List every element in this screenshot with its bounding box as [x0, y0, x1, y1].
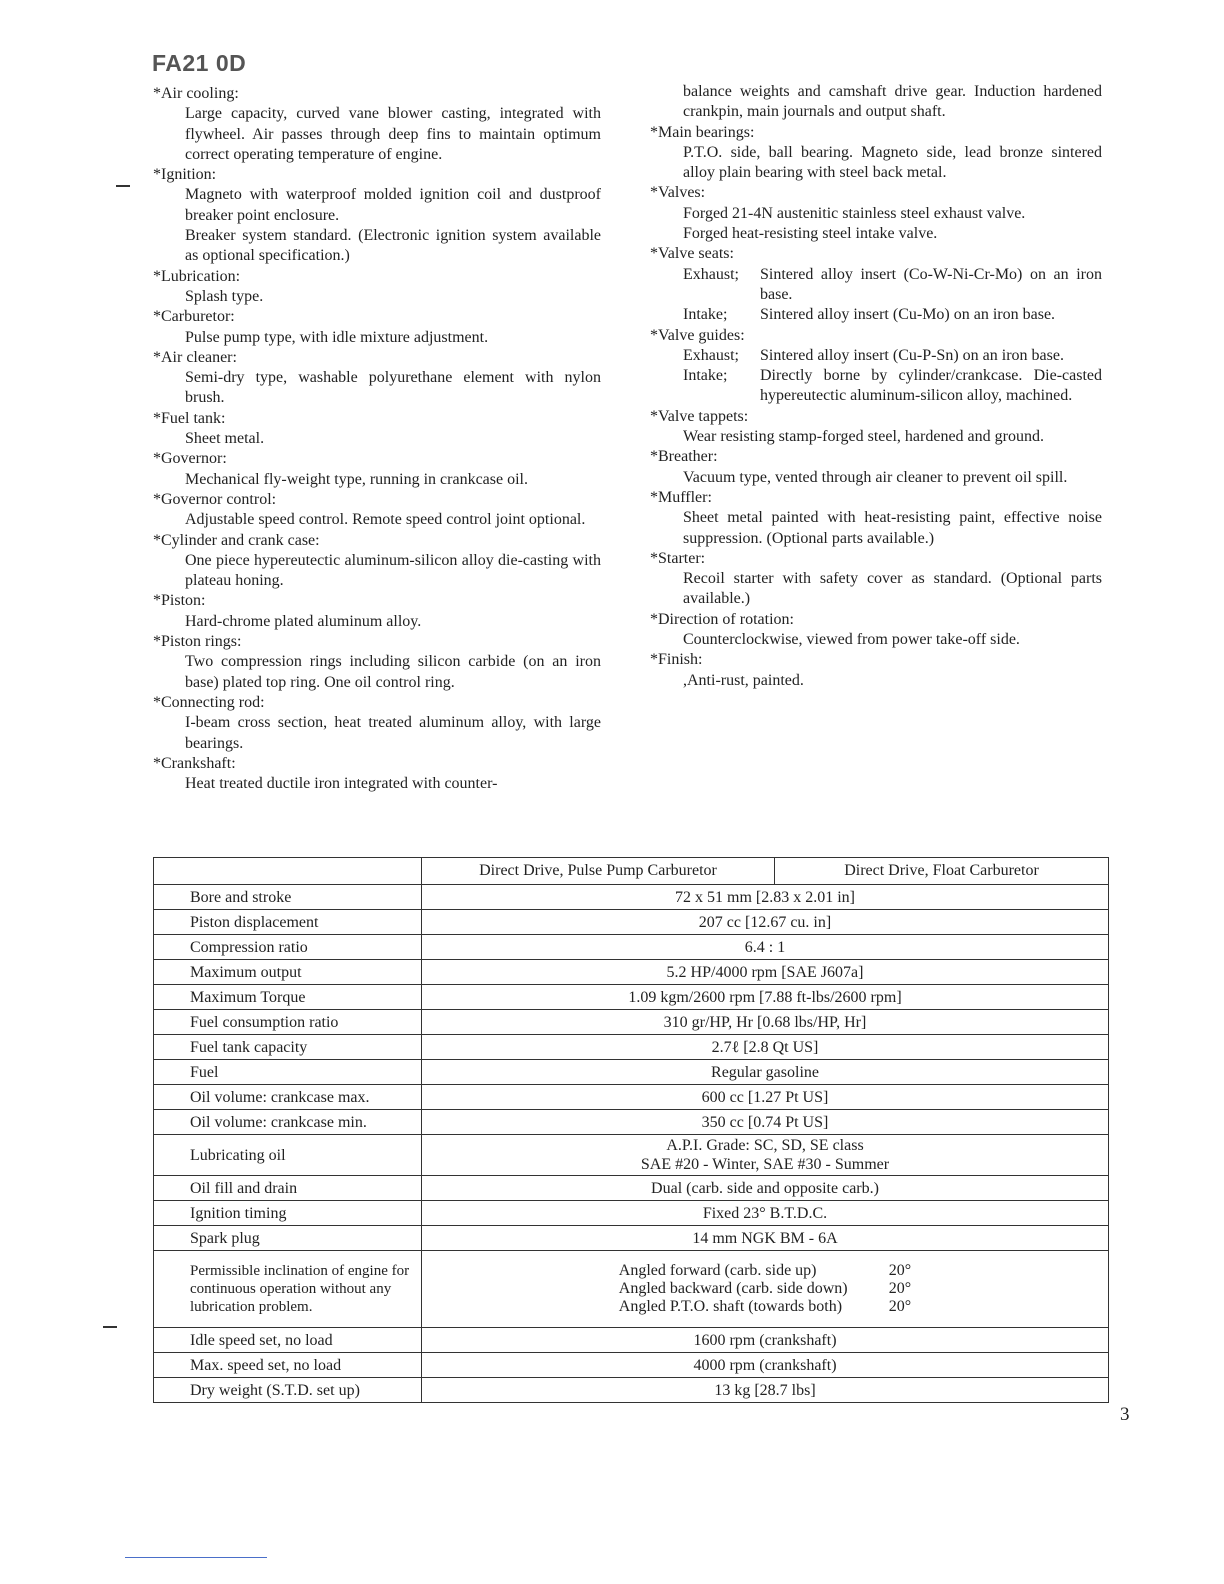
- crankshaft-continued: balance weights and camshaft drive gear. Induction hardened crankpin, main journals and output shaft.: [683, 83, 1102, 121]
- item-heading: *Valves:: [650, 184, 706, 202]
- item-heading: *Finish:: [650, 651, 703, 669]
- guide-text: Directly borne by cylinder/crankcase. Die-casted hypereutectic aluminum-silicon alloy, machined.: [760, 367, 1102, 405]
- item-body: Semi-dry type, washable polyurethane element with nylon brush.: [185, 369, 601, 407]
- item-heading: *Valve guides:: [650, 326, 745, 344]
- footer-rule: [125, 1557, 267, 1558]
- spec-item-breather: [650, 447, 1102, 488]
- incl-label: Angled backward (carb. side down): [618, 1280, 848, 1297]
- header-float-carb: Direct Drive, Float Carburetor: [844, 862, 1039, 879]
- item-heading: *Carburetor:: [153, 308, 235, 326]
- table-row-inclination: [154, 1251, 1109, 1328]
- seat-text: Sintered alloy insert (Co-W-Ni-Cr-Mo) on an iron base.: [760, 265, 1102, 303]
- valve-guide-intake: [683, 366, 1102, 407]
- row-value: 1600 rpm (crankshaft): [422, 1328, 1109, 1353]
- table-row: [154, 1378, 1109, 1403]
- table-header-blank: [154, 858, 422, 885]
- spec-item-cylinder: [153, 531, 601, 592]
- row-label: Spark plug: [154, 1226, 422, 1251]
- spec-item-connecting-rod: [153, 693, 601, 754]
- table-header-cell: [422, 858, 1109, 885]
- row-value: 2.7ℓ [2.8 Qt US]: [422, 1035, 1109, 1060]
- item-heading: *Muffler:: [650, 488, 712, 506]
- spec-item-starter: [650, 549, 1102, 610]
- row-value: 310 gr/HP, Hr [0.68 lbs/HP, Hr]: [422, 1010, 1109, 1035]
- lub-oil-line-2: SAE #20 - Winter, SAE #30 - Summer: [640, 1156, 890, 1173]
- item-body: Vacuum type, vented through air cleaner to prevent oil spill.: [683, 468, 1068, 486]
- item-heading: *Lubrication:: [153, 267, 241, 285]
- spec-table: [153, 857, 1109, 1403]
- row-value: 4000 rpm (crankshaft): [422, 1353, 1109, 1378]
- item-heading: *Main bearings:: [650, 123, 755, 141]
- item-heading: *Piston:: [153, 592, 206, 610]
- item-heading: *Governor control:: [153, 490, 277, 508]
- row-value: 350 cc [0.74 Pt US]: [422, 1110, 1109, 1135]
- item-heading: *Valve seats:: [650, 245, 734, 263]
- item-body: Sheet metal.: [185, 430, 265, 448]
- item-heading: *Direction of rotation:: [650, 610, 794, 628]
- item-heading: *Fuel tank:: [153, 409, 226, 427]
- model-title: FA21 0D: [152, 50, 247, 76]
- scan-mark: [103, 1326, 117, 1328]
- row-value: Dual (carb. side and opposite carb.): [422, 1176, 1109, 1201]
- item-heading: *Governor:: [153, 450, 227, 468]
- guide-label: Exhaust;: [683, 346, 739, 364]
- row-label: Fuel: [154, 1060, 422, 1085]
- row-value: 13 kg [28.7 lbs]: [422, 1378, 1109, 1403]
- spec-item-ignition: [153, 165, 601, 266]
- row-value: 1.09 kgm/2600 rpm [7.88 ft-lbs/2600 rpm]: [422, 985, 1109, 1010]
- inclination-values: [619, 1262, 911, 1316]
- incl-label: Angled forward (carb. side up): [618, 1262, 817, 1279]
- spec-item-valve-seats: [650, 244, 1102, 325]
- spec-item-governor: [153, 449, 601, 490]
- row-label: Piston displacement: [154, 910, 422, 935]
- item-heading: *Air cooling:: [153, 85, 239, 102]
- row-label: Dry weight (S.T.D. set up): [154, 1378, 422, 1403]
- table-row: [154, 935, 1109, 960]
- spec-text-right: [650, 82, 1102, 691]
- item-body: Counterclockwise, viewed from power take-off side.: [683, 631, 1020, 649]
- row-value: 600 cc [1.27 Pt US]: [422, 1085, 1109, 1110]
- spec-text-left: [153, 84, 601, 794]
- row-label: Oil volume: crankcase min.: [154, 1110, 422, 1135]
- item-heading: *Starter:: [650, 549, 706, 567]
- table-row: [154, 1201, 1109, 1226]
- table-row: [154, 1353, 1109, 1378]
- item-heading: *Crankshaft:: [153, 754, 236, 772]
- spec-item-valve-guides: [650, 326, 1102, 407]
- spec-item-lubrication: [153, 267, 601, 308]
- item-body: I-beam cross section, heat treated aluminum alloy, with large bearings.: [185, 714, 601, 752]
- item-body: Splash type.: [185, 287, 264, 305]
- row-label: Max. speed set, no load: [154, 1353, 422, 1378]
- table-row: [154, 1035, 1109, 1060]
- spec-item-main-bearings: [650, 123, 1102, 184]
- spec-item-piston-rings: [153, 632, 601, 693]
- row-label: Permissible inclination of engine for continuous operation without any lubrication problem.: [154, 1251, 422, 1328]
- item-body: Wear resisting stamp-forged steel, hardened and ground.: [683, 428, 1044, 446]
- spec-item-rotation: [650, 610, 1102, 651]
- item-body: ,Anti-rust, painted.: [683, 671, 804, 689]
- guide-text: Sintered alloy insert (Cu-P-Sn) on an iron base.: [760, 346, 1064, 364]
- row-value: [422, 1135, 1109, 1176]
- spec-item-valves: [650, 183, 1102, 244]
- row-label: Oil fill and drain: [154, 1176, 422, 1201]
- item-heading: *Connecting rod:: [153, 693, 265, 711]
- spec-item-muffler: [650, 488, 1102, 549]
- valve-guide-exhaust: [683, 346, 1102, 366]
- item-heading: *Breather:: [650, 448, 718, 466]
- item-body: Mechanical fly-weight type, running in crankcase oil.: [185, 470, 528, 488]
- row-value: 14 mm NGK BM - 6A: [422, 1226, 1109, 1251]
- item-body: One piece hypereutectic aluminum-silicon alloy die-casting with plateau honing.: [185, 551, 601, 590]
- table-row: [154, 1328, 1109, 1353]
- spec-item-crankshaft: [153, 754, 601, 795]
- item-body: Adjustable speed control. Remote speed control joint optional.: [185, 511, 586, 529]
- spec-item-piston: [153, 591, 601, 632]
- item-body: Pulse pump type, with idle mixture adjustment.: [185, 328, 489, 346]
- table-row-lubricating-oil: [154, 1135, 1109, 1176]
- spec-item-carburetor: [153, 307, 601, 348]
- seat-label: Intake;: [683, 306, 728, 324]
- row-label: Idle speed set, no load: [154, 1328, 422, 1353]
- item-heading: *Cylinder and crank case:: [153, 531, 320, 549]
- item-body: Forged 21-4N austenitic stainless steel exhaust valve.: [683, 204, 1026, 222]
- table-row: [154, 1010, 1109, 1035]
- item-heading: *Air cleaner:: [153, 348, 237, 366]
- spec-item-valve-tappets: [650, 407, 1102, 448]
- seat-label: Exhaust;: [683, 265, 739, 283]
- row-label: Fuel tank capacity: [154, 1035, 422, 1060]
- item-heading: *Piston rings:: [153, 633, 242, 651]
- table-header-row: [154, 858, 1109, 885]
- row-value: 207 cc [12.67 cu. in]: [422, 910, 1109, 935]
- row-value: [422, 1251, 1109, 1328]
- incl-angle: 20°: [888, 1280, 912, 1297]
- item-heading: *Ignition:: [153, 166, 217, 184]
- page-number: 3: [1120, 1404, 1130, 1425]
- item-heading: *Valve tappets:: [650, 407, 749, 425]
- row-label: Bore and stroke: [154, 885, 422, 910]
- valve-seat-exhaust: [683, 265, 1102, 306]
- table-row: [154, 1085, 1109, 1110]
- row-label: Oil volume: crankcase max.: [154, 1085, 422, 1110]
- valve-seat-intake: [683, 305, 1102, 325]
- row-label: Fuel consumption ratio: [154, 1010, 422, 1035]
- row-label: Compression ratio: [154, 935, 422, 960]
- table-row: [154, 1060, 1109, 1085]
- row-value: 72 x 51 mm [2.83 x 2.01 in]: [422, 885, 1109, 910]
- row-value: Regular gasoline: [422, 1060, 1109, 1085]
- incl-angle: 20°: [888, 1262, 912, 1279]
- item-body: Breaker system standard. (Electronic ignition system available as optional specification.): [185, 227, 601, 265]
- item-body: Forged heat-resisting steel intake valve.: [683, 225, 938, 243]
- guide-label: Intake;: [683, 367, 728, 385]
- incl-label: Angled P.T.O. shaft (towards both): [618, 1298, 843, 1315]
- row-label: Maximum Torque: [154, 985, 422, 1010]
- table-row: [154, 885, 1109, 910]
- table-row: [154, 960, 1109, 985]
- table-row: [154, 910, 1109, 935]
- spec-item-air-cleaner: [153, 348, 601, 409]
- row-value: 5.2 HP/4000 rpm [SAE J607a]: [422, 960, 1109, 985]
- lub-oil-line-1: A.P.I. Grade: SC, SD, SE class: [666, 1137, 864, 1154]
- row-label: Maximum output: [154, 960, 422, 985]
- item-body: Magneto with waterproof molded ignition coil and dustproof breaker point enclosure.: [185, 186, 601, 224]
- row-value: 6.4 : 1: [422, 935, 1109, 960]
- table-row: [154, 1110, 1109, 1135]
- table-row: [154, 985, 1109, 1010]
- row-value: Fixed 23° B.T.D.C.: [422, 1201, 1109, 1226]
- spec-item-air-cooling: [153, 84, 601, 165]
- seat-text: Sintered alloy insert (Cu-Mo) on an iron base.: [760, 306, 1056, 324]
- row-label: Lubricating oil: [154, 1135, 422, 1176]
- item-body: Recoil starter with safety cover as standard. (Optional parts available.): [683, 570, 1102, 608]
- spec-item-fuel-tank: [153, 409, 601, 450]
- item-body: Two compression rings including silicon carbide (on an iron base) plated top ring. One oil control ring.: [185, 653, 601, 691]
- scan-mark: [116, 185, 130, 187]
- spec-item-governor-control: [153, 490, 601, 531]
- table-row: [154, 1176, 1109, 1201]
- item-body: Hard-chrome plated aluminum alloy.: [185, 612, 422, 630]
- header-pulse-pump: Direct Drive, Pulse Pump Carburetor: [422, 858, 775, 884]
- spec-item-finish: [650, 650, 1102, 691]
- item-body: Large capacity, curved vane blower casting, integrated with flywheel. Air passes through deep fins to maintain optimum correct operating temperature of engine.: [185, 105, 601, 163]
- row-label: Ignition timing: [154, 1201, 422, 1226]
- item-body: Sheet metal painted with heat-resisting paint, effective noise suppression. (Optional parts available.): [683, 509, 1102, 547]
- item-body: Heat treated ductile iron integrated with counter-: [185, 775, 498, 793]
- item-body: P.T.O. side, ball bearing. Magneto side, lead bronze sintered alloy plain bearing with steel back metal.: [683, 143, 1102, 182]
- table-row: [154, 1226, 1109, 1251]
- incl-angle: 20°: [888, 1298, 912, 1315]
